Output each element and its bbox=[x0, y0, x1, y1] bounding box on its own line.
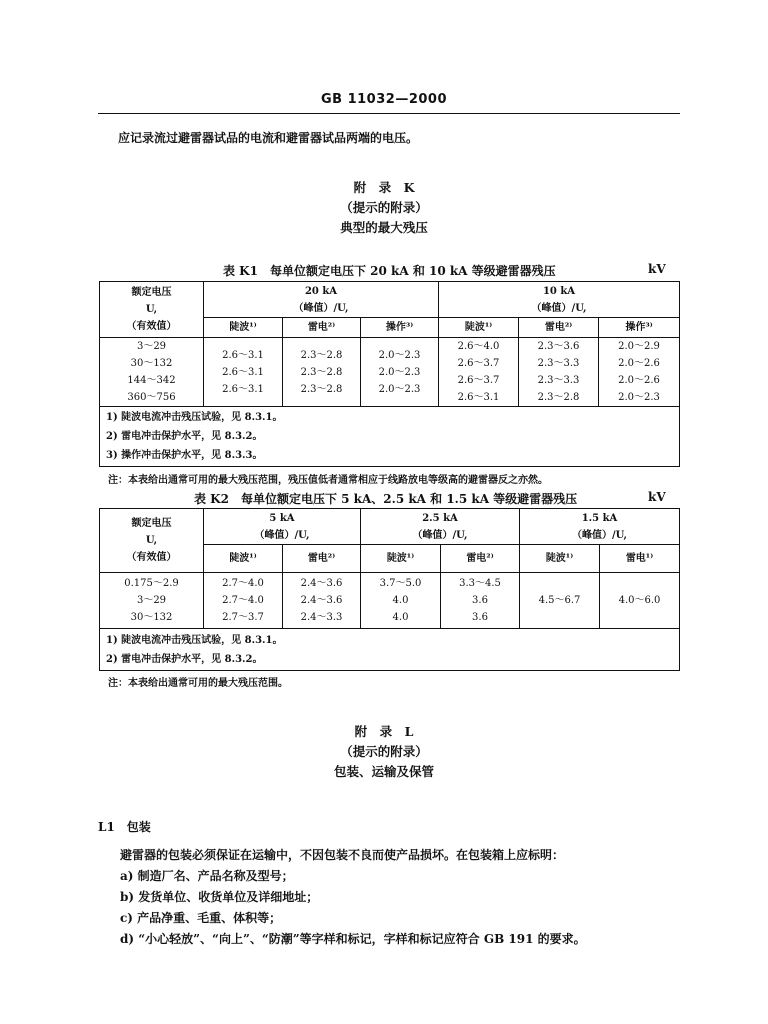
k1-sub-steep-10: 陡波¹⁾ bbox=[439, 318, 519, 338]
k1-10ka-lightning-values: 2.3～3.6 2.3～3.3 2.3～3.3 2.3～2.8 bbox=[519, 338, 599, 407]
k1-sub-steep-20: 陡波¹⁾ bbox=[204, 318, 283, 338]
table-k1-footnote: 注：本表给出通常可用的最大残压范围，残压值低者通常相应于线路放电等级高的避雷器反之亦然。 bbox=[108, 475, 548, 486]
k1-20ka-switching-values: 2.0～2.3 2.0～2.3 2.0～2.3 bbox=[361, 338, 439, 407]
k2-5ka-steep-values: 2.7～4.0 2.7～4.0 2.7～3.7 bbox=[204, 573, 283, 629]
k2-group-2-5ka: 2.5 kA （峰值）/U, bbox=[361, 509, 520, 545]
k1-10ka-switching-values: 2.0～2.9 2.0～2.6 2.0～2.6 2.0～2.3 bbox=[599, 338, 680, 407]
table-k1-unit: kV bbox=[648, 262, 666, 276]
appendix-k-title: 附 录 K bbox=[353, 180, 415, 195]
k2-group-1-5ka: 1.5 kA （峰值）/U, bbox=[520, 509, 680, 545]
k2-sub-lightning-2-5: 雷电²⁾ bbox=[441, 545, 520, 573]
k2-5ka-lightning-values: 2.4～3.6 2.4～3.6 2.4～3.3 bbox=[283, 573, 361, 629]
table-k2-caption: 表 K2 每单位额定电压下 5 kA、2.5 kA 和 1.5 kA 等级避雷器残压 bbox=[194, 492, 578, 506]
k1-10ka-steep-values: 2.6～4.0 2.6～3.7 2.6～3.7 2.6～3.1 bbox=[439, 338, 519, 407]
k1-group-20ka: 20 kA （峰值）/U, bbox=[204, 282, 439, 318]
k1-sub-lightning-10: 雷电²⁾ bbox=[519, 318, 599, 338]
k2-sub-steep-2-5: 陡波¹⁾ bbox=[361, 545, 441, 573]
table-k1 bbox=[99, 281, 680, 467]
appendix-l-name: 包装、运输及保管 bbox=[333, 764, 434, 779]
section-l1-item-c: c) 产品净重、毛重、体积等； bbox=[120, 911, 282, 925]
k2-2-5ka-steep-values: 3.7～5.0 4.0 4.0 bbox=[361, 573, 441, 629]
k2-group-5ka: 5 kA （峰值）/U, bbox=[204, 509, 361, 545]
appendix-k-subtitle: （提示的附录） bbox=[340, 200, 428, 215]
page-header: GB 11032—2000 bbox=[320, 92, 447, 107]
k1-group-10ka: 10 kA （峰值）/U, bbox=[439, 282, 680, 318]
k1-20ka-lightning-values: 2.3～2.8 2.3～2.8 2.3～2.8 bbox=[283, 338, 361, 407]
appendix-k-name: 典型的最大残压 bbox=[340, 220, 428, 235]
section-l1-item-b: b) 发货单位、收货单位及详细地址； bbox=[120, 890, 319, 904]
appendix-l-title: 附 录 L bbox=[354, 724, 414, 739]
k2-1-5ka-lightning-value: 4.0～6.0 bbox=[600, 573, 680, 629]
k2-notes: 1) 陡波电流冲击残压试验，见 8.3.1。 2) 雷电冲击保护水平，见 8.3.2。 bbox=[100, 629, 680, 671]
header-rule bbox=[98, 113, 680, 114]
k1-sub-switching-10: 操作³⁾ bbox=[599, 318, 680, 338]
k1-sub-lightning-20: 雷电²⁾ bbox=[283, 318, 361, 338]
k1-notes: 1) 陡波电流冲击残压试验，见 8.3.1。 2) 雷电冲击保护水平，见 8.3.2。 3) 操作冲击保护水平，见 8.3.3。 bbox=[100, 407, 680, 467]
k2-sub-lightning-1-5: 雷电¹⁾ bbox=[600, 545, 680, 573]
table-k2-footnote: 注：本表给出通常可用的最大残压范围。 bbox=[108, 678, 288, 689]
table-k1-caption: 表 K1 每单位额定电压下 20 kA 和 10 kA 等级避雷器残压 bbox=[223, 264, 556, 278]
table-k2-unit: kV bbox=[648, 490, 666, 504]
section-l1-body: 避雷器的包装必须保证在运输中，不因包装不良而使产品损坏。在包装箱上应标明： bbox=[120, 848, 565, 862]
appendix-l-subtitle: （提示的附录） bbox=[340, 744, 428, 759]
k2-2-5ka-lightning-values: 3.3～4.5 3.6 3.6 bbox=[441, 573, 520, 629]
k1-sub-switching-20: 操作³⁾ bbox=[361, 318, 439, 338]
k2-sub-lightning-5: 雷电²⁾ bbox=[283, 545, 361, 573]
section-l1-item-d: d) “小心轻放”、“向上”、“防潮”等字样和标记，字样和标记应符合 GB 191 的要求。 bbox=[120, 932, 586, 946]
k1-20ka-steep-values: 2.6～3.1 2.6～3.1 2.6～3.1 bbox=[204, 338, 283, 407]
k2-sub-steep-1-5: 陡波¹⁾ bbox=[520, 545, 600, 573]
section-l1-item-a: a) 制造厂名、产品名称及型号； bbox=[120, 869, 294, 883]
section-l1-heading: L1 包装 bbox=[98, 820, 151, 834]
k2-rated-values: 0.175～2.9 3～29 30～132 bbox=[100, 573, 204, 629]
k2-sub-steep-5: 陡波¹⁾ bbox=[204, 545, 283, 573]
k1-rated-header: 额定电压 U, （有效值） bbox=[100, 282, 204, 338]
table-k2 bbox=[99, 508, 680, 671]
k2-1-5ka-steep-value: 4.5～6.7 bbox=[520, 573, 600, 629]
k2-rated-header: 额定电压 U, （有效值） bbox=[100, 509, 204, 573]
k1-rated-values: 3～29 30～132 144～342 360～756 bbox=[100, 338, 204, 407]
intro-paragraph: 应记录流过避雷器试品的电流和避雷器试品两端的电压。 bbox=[118, 131, 419, 145]
